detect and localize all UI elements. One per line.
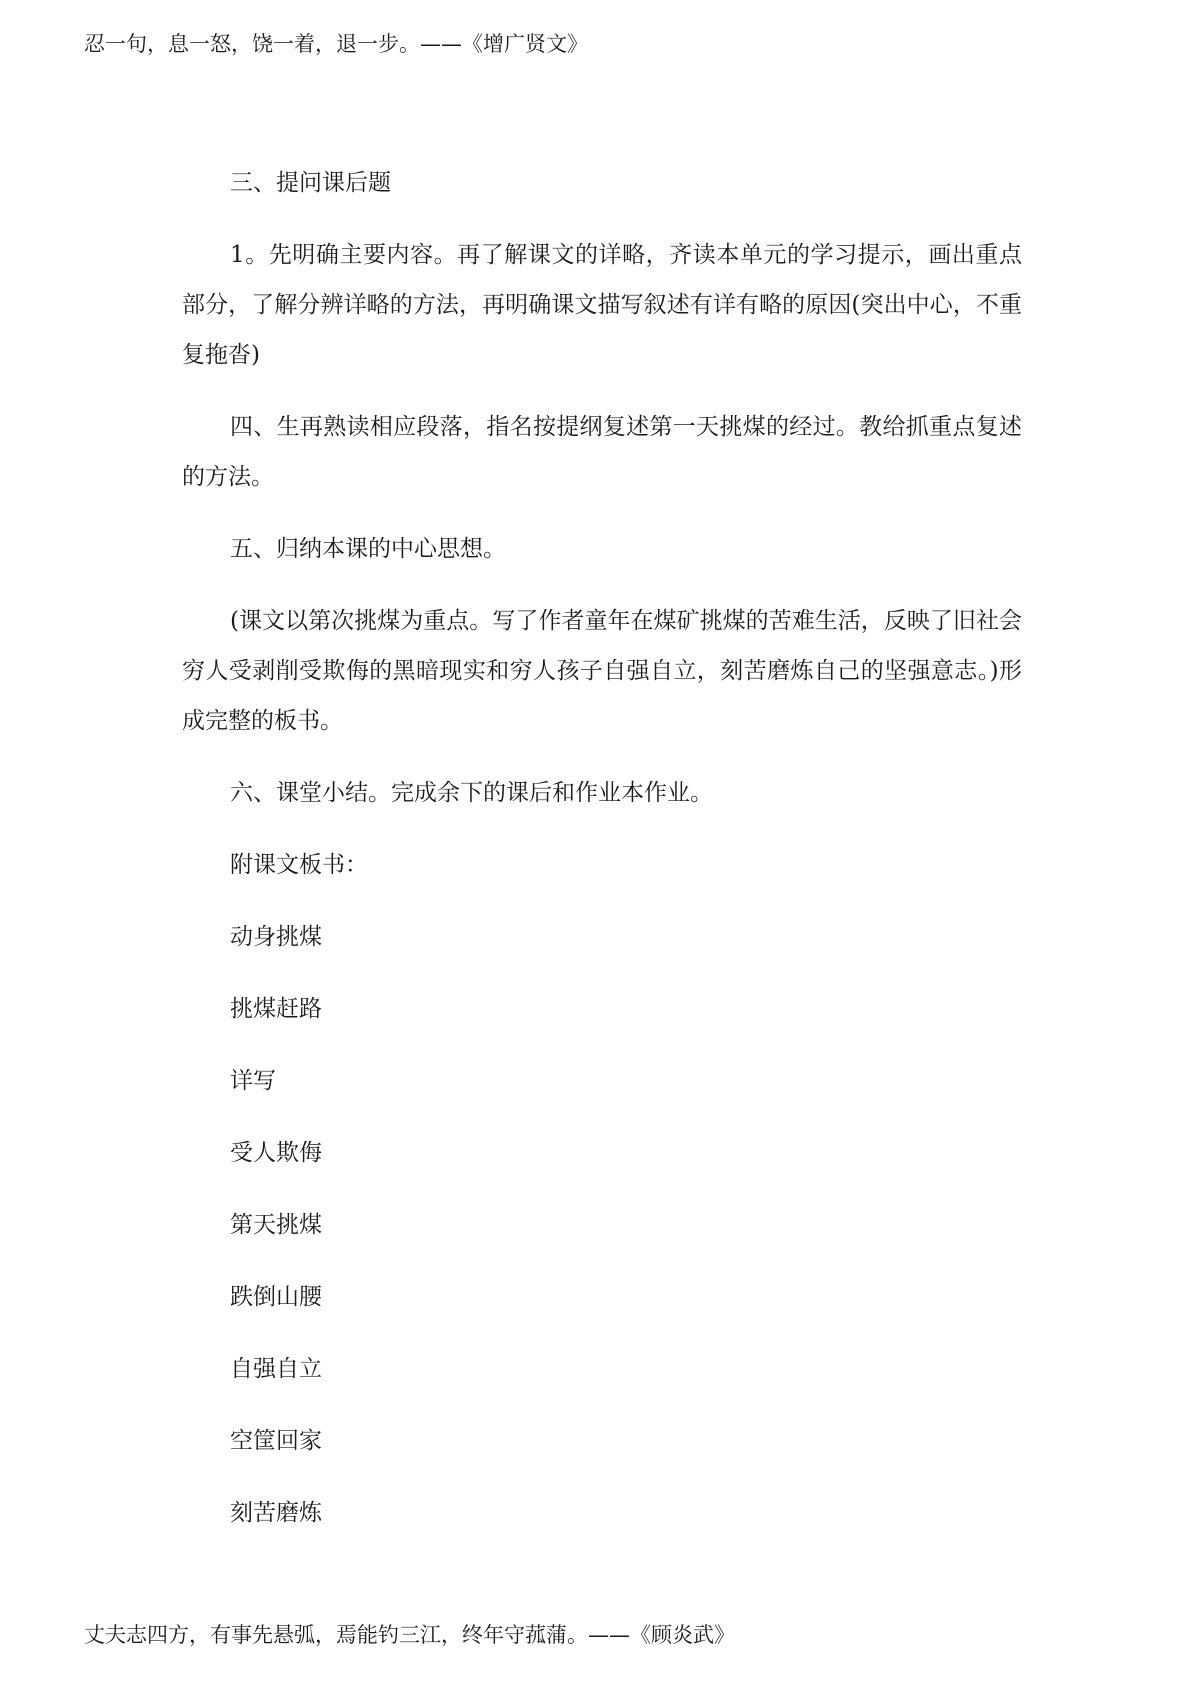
board-item: 空筐回家 bbox=[230, 1428, 322, 1454]
header-quote: 忍一句，息一怒，饶一着，退一步。——《增广贤文》 bbox=[84, 32, 588, 56]
document-body bbox=[182, 158, 1022, 1560]
section-heading-3: 三、提问课后题 bbox=[230, 170, 391, 196]
board-item: 第天挑煤 bbox=[230, 1212, 322, 1238]
section-heading-4: 四、生再熟读相应段落，指名按提纲复述第一天挑煤的经过。教给抓重点复述的方法。 bbox=[182, 414, 1022, 490]
board-item: 刻苦磨炼 bbox=[230, 1500, 322, 1526]
section-heading-5: 五、归纳本课的中心思想。 bbox=[230, 536, 506, 562]
footer-quote: 丈夫志四方，有事先悬弧，焉能钓三江，终年守菰蒲。——《顾炎武》 bbox=[84, 1623, 735, 1647]
board-item: 挑煤赶路 bbox=[230, 996, 322, 1022]
section-heading-6: 六、课堂小结。完成余下的课后和作业本作业。 bbox=[230, 780, 713, 806]
board-item: 受人欺侮 bbox=[230, 1140, 322, 1166]
board-item: 动身挑煤 bbox=[230, 924, 322, 950]
board-notes-title: 附课文板书： bbox=[230, 852, 368, 878]
paragraph-1: 1。先明确主要内容。再了解课文的详略，齐读本单元的学习提示，画出重点部分，了解分辨详略的方法，再明确课文描写叙述有详有略的原因(突出中心，不重复拖沓) bbox=[182, 242, 1022, 368]
central-idea-paragraph: (课文以第次挑煤为重点。写了作者童年在煤矿挑煤的苦难生活，反映了旧社会穷人受剥削受欺侮的黑暗现实和穷人孩子自强自立，刻苦磨炼自己的坚强意志。)形成完整的板书。 bbox=[182, 608, 1022, 734]
board-item: 自强自立 bbox=[230, 1356, 322, 1382]
board-item: 详写 bbox=[230, 1068, 276, 1094]
board-item: 跌倒山腰 bbox=[230, 1284, 322, 1310]
